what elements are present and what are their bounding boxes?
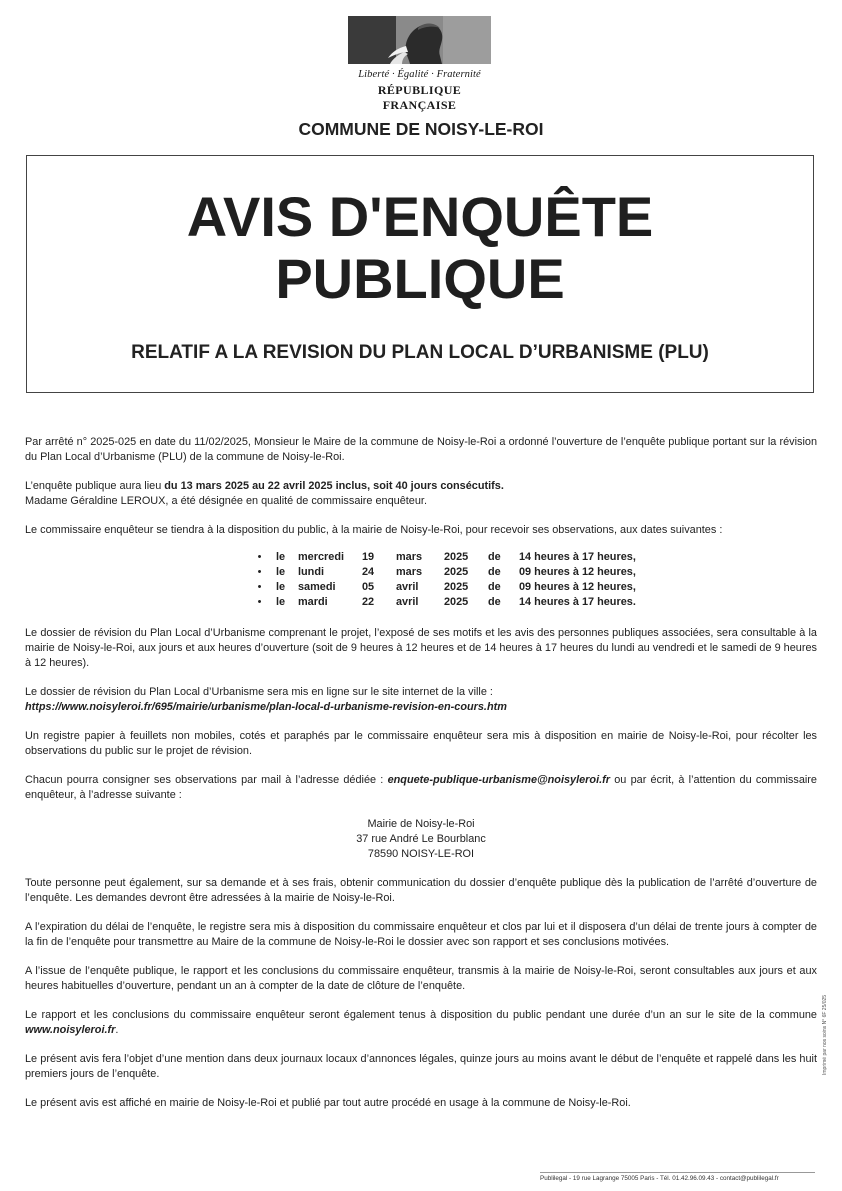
paragraph-arrete: Par arrêté n° 2025-025 en date du 11/02/2025, Monsieur le Maire de la commune de Noisy-le-Roi a ordonné l’ouverture de l’enquête publique portant sur la révision du Plan Local d’Urbanisme (PLU) de la commune de Noisy-le-Roi. xyxy=(25,436,817,463)
logo-motto: Liberté · Égalité · Fraternité xyxy=(358,69,481,80)
date-hours: 09 heures à 12 heures, xyxy=(519,581,636,593)
list-item xyxy=(25,565,817,580)
email-link[interactable]: enquete-publique-urbanisme@noisyleroi.fr xyxy=(387,774,610,786)
address-line: 78590 NOISY-LE-ROI xyxy=(367,848,475,860)
paragraph-rapport-consultable: A l’issue de l’enquête publique, le rapport et les conclusions du commissaire enquêteur, transmis à la mairie de Noisy-le-Roi, seront consultables aux jours et aux heures habituelles d’ouverture, pendant un an à compter de la date de clôture de l’enquête. xyxy=(25,965,817,992)
date-day: mercredi xyxy=(298,551,345,563)
bullet: • xyxy=(257,581,262,593)
paragraph-publication-journaux: Le présent avis fera l’objet d’une mention dans deux journaux locaux d’annonces légales, quinze jours au moins avant le début de l’enquête et rappelé dans les huit premiers jours de l’enquête. xyxy=(25,1053,817,1080)
date-year: 2025 xyxy=(444,551,469,563)
rapport-site-end: . xyxy=(115,1024,119,1036)
date-month: avril xyxy=(396,581,419,593)
date-de: de xyxy=(488,581,501,593)
date-month: mars xyxy=(396,551,423,563)
website-link[interactable]: www.noisyleroi.fr xyxy=(25,1024,116,1036)
paragraph-dossier-consultation: Le dossier de révision du Plan Local d’Urbanisme comprenant le projet, l’exposé de ses motifs et les avis des personnes publiques associées, sera consultable à la mairie de Noisy-le-Roi, aux jours et aux heures d’ouverture (soit de 9 heures à 12 heures et de 14 heures à 17 heures du lundi au vendredi et le samedi de 9 heures à 12 heures). xyxy=(25,627,817,669)
date-number: 24 xyxy=(362,566,375,578)
main-title xyxy=(27,186,813,310)
paragraph-registre: Un registre papier à feuillets non mobiles, cotés et paraphés par le commissaire enquêteur sera mis à disposition en mairie de Noisy-le-Roi, pour récolter les observations du public sur le projet de révision. xyxy=(25,730,817,757)
mairie-address xyxy=(25,817,817,862)
paragraph-rapport-site xyxy=(25,1008,817,1038)
date-month: avril xyxy=(396,596,419,608)
commissaire-designation: Madame Géraldine LEROUX, a été désignée en qualité de commissaire enquêteur. xyxy=(25,495,427,507)
date-de: de xyxy=(488,596,501,608)
observations-end: ou par écrit, à l’attention du commissaire enquêteur, à l’adresse suivante : xyxy=(25,774,817,801)
address-line: Mairie de Noisy-le-Roi xyxy=(367,818,475,830)
date-hours: 09 heures à 12 heures, xyxy=(519,566,636,578)
bullet: • xyxy=(257,566,262,578)
main-title-line1: AVIS D'ENQUÊTE xyxy=(186,185,654,248)
date-de: de xyxy=(488,566,501,578)
date-year: 2025 xyxy=(444,581,469,593)
paragraph-observations xyxy=(25,773,817,803)
date-month: mars xyxy=(396,566,423,578)
date-number: 22 xyxy=(362,596,375,608)
date-le: le xyxy=(276,581,286,593)
observations-intro: Chacun pourra consigner ses observations par mail à l’adresse dédiée : xyxy=(25,774,388,786)
printer-side-note: Imprimé par nos soins N° 6F 25/025 xyxy=(822,994,828,1075)
date-hours: 14 heures à 17 heures. xyxy=(519,596,636,608)
date-day: mardi xyxy=(298,596,328,608)
bullet: • xyxy=(257,551,262,563)
date-le: le xyxy=(276,551,286,563)
publisher-footer: Publilegal - 19 rue Lagrange 75005 Paris - Tél. 01.42.96.09.43 - contact@publilegal.fr xyxy=(540,1172,815,1183)
list-item xyxy=(25,580,817,595)
commune-heading: COMMUNE DE NOISY-LE-ROI xyxy=(298,119,544,139)
date-le: le xyxy=(276,596,286,608)
date-day: samedi xyxy=(298,581,336,593)
title-box xyxy=(26,155,814,393)
online-dossier-intro: Le dossier de révision du Plan Local d’Urbanisme sera mis en ligne sur le site internet de la ville : xyxy=(25,686,493,698)
date-day: lundi xyxy=(298,566,325,578)
notice-body xyxy=(25,435,817,1125)
date-number: 05 xyxy=(362,581,375,593)
rapport-site-intro: Le rapport et les conclusions du commissaire enquêteur seront également tenus à disposition du public pendant une durée d’un an sur le site de la commune xyxy=(25,1009,817,1021)
date-le: le xyxy=(276,566,286,578)
marianne-emblem-icon xyxy=(348,16,491,64)
paragraph-permanences-intro: Le commissaire enquêteur se tiendra à la disposition du public, à la mairie de Noisy-le-Roi, pour recevoir ses observations, aux dates suivantes : xyxy=(25,524,723,536)
date-year: 2025 xyxy=(444,566,469,578)
bullet: • xyxy=(257,596,262,608)
paragraph-expiration: A l’expiration du délai de l’enquête, le registre sera mis à disposition du commissaire enquêteur et clos par lui et il disposera d’un délai de trente jours à compter de la fin de l’enquête pour transmettre au Maire de la commune de Noisy-le-Roi le dossier avec son rapport et ses conclusions motivées. xyxy=(25,921,817,948)
dossier-url-link[interactable]: https://www.noisyleroi.fr/695/mairie/urbanisme/plan-local-d-urbanisme-revision-en-cours.htm xyxy=(25,701,507,713)
address-line: 37 rue André Le Bourblanc xyxy=(356,833,486,845)
list-item xyxy=(25,550,817,565)
subtitle: RELATIF A LA REVISION DU PLAN LOCAL D’URBANISME (PLU) xyxy=(131,342,709,363)
paragraph-affichage: Le présent avis est affiché en mairie de Noisy-le-Roi et publié par tout autre procédé en usage à la commune de Noisy-le-Roi. xyxy=(25,1097,631,1109)
list-item xyxy=(25,595,817,610)
paragraph-dossier-en-ligne xyxy=(25,685,817,715)
date-hours: 14 heures à 17 heures, xyxy=(519,551,636,563)
main-title-line2: PUBLIQUE xyxy=(275,247,565,310)
paragraph-dates-enquete xyxy=(25,479,817,509)
logo-republic-name: RÉPUBLIQUE FRANÇAISE xyxy=(377,83,462,112)
republique-francaise-logo xyxy=(348,16,491,113)
date-year: 2025 xyxy=(444,596,469,608)
enquete-dates-intro: L’enquête publique aura lieu xyxy=(25,480,165,492)
permanence-dates-list xyxy=(25,550,817,610)
date-number: 19 xyxy=(362,551,375,563)
date-de: de xyxy=(488,551,501,563)
paragraph-communication: Toute personne peut également, sur sa demande et à ses frais, obtenir communication du dossier d’enquête publique dès la publication de l’arrêté d’ouverture de l’enquête. Les demandes devront être adressées à la mairie de Noisy-le-Roi. xyxy=(25,877,817,904)
enquete-dates-period: du 13 mars 2025 au 22 avril 2025 inclus, soit 40 jours consécutifs. xyxy=(164,480,504,492)
